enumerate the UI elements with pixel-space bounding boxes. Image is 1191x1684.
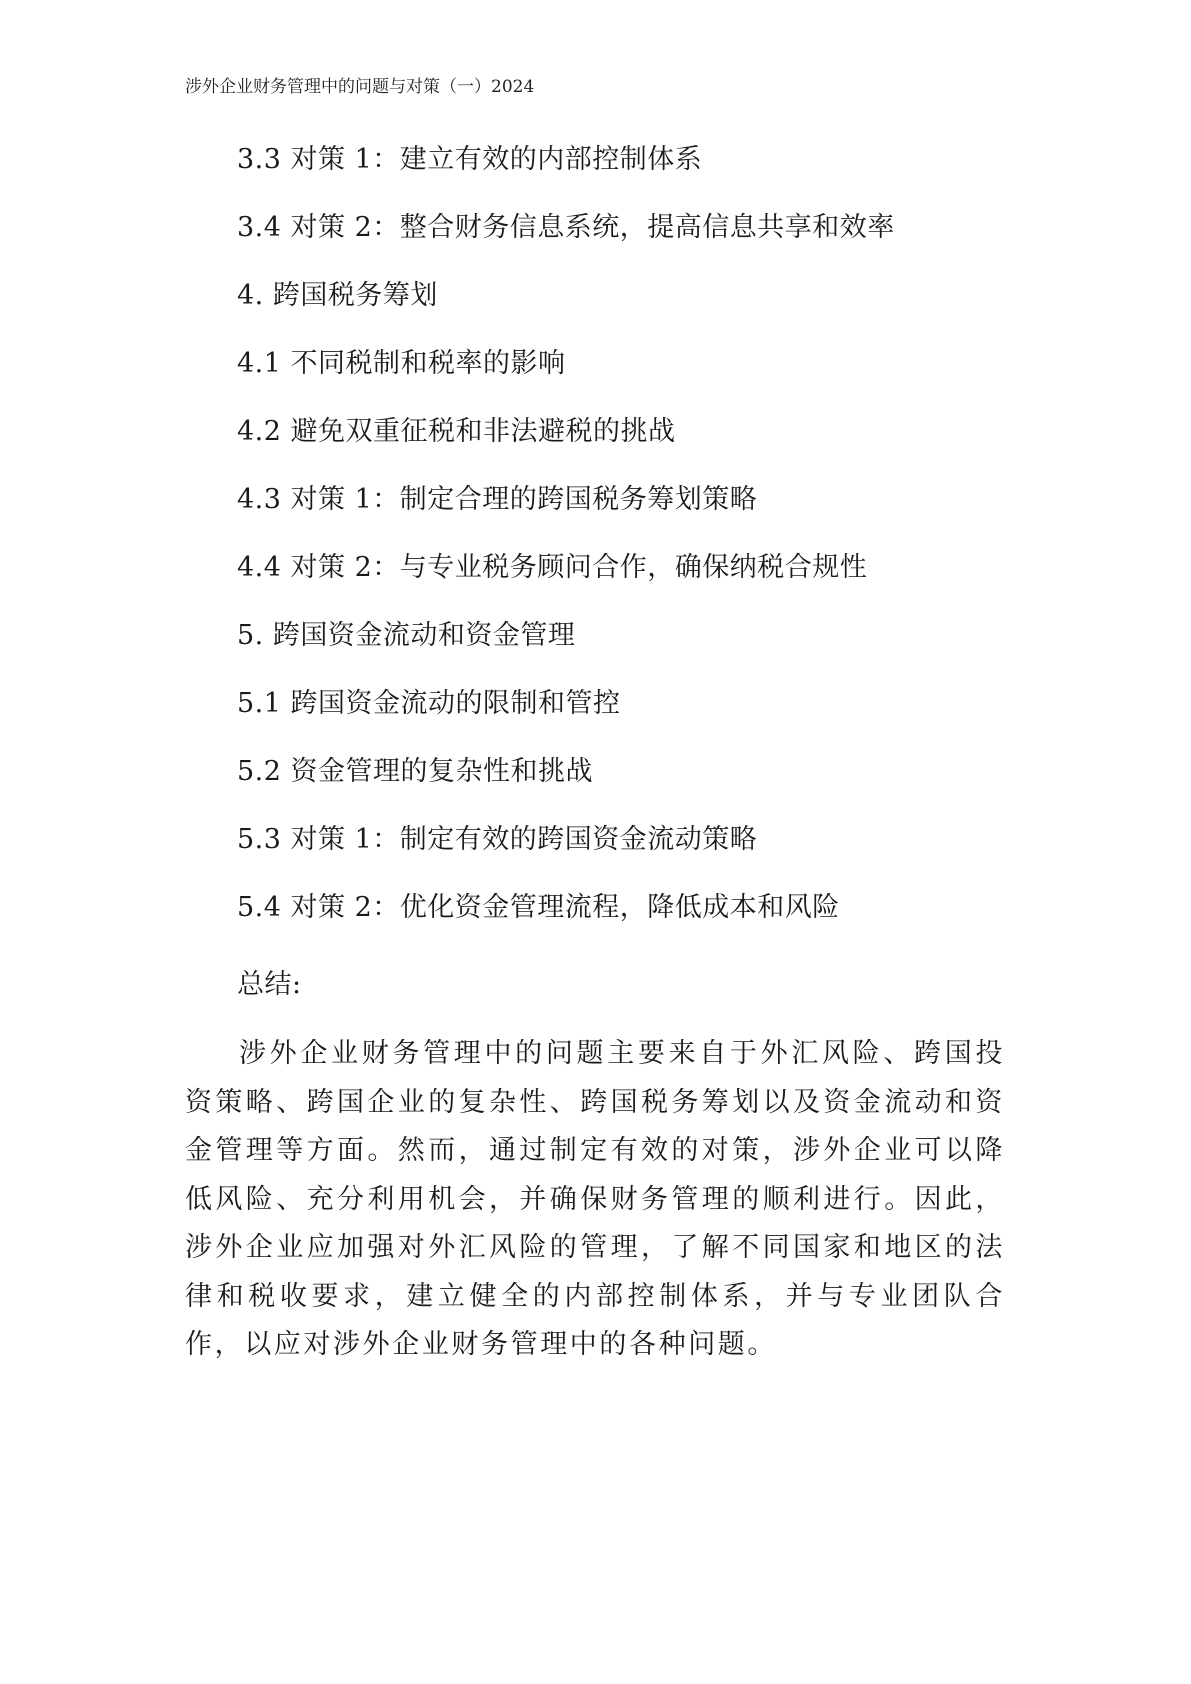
outline-item: 3.3 对策 1：建立有效的内部控制体系 xyxy=(237,144,703,175)
summary-paragraph: 涉外企业财务管理中的问题主要来自于外汇风险、跨国投资策略、跨国企业的复杂性、跨国税务筹划以及资金流动和资金管理等方面。然而，通过制定有效的对策，涉外企业可以降低风险、充分利用机会，并确保财务管理的顺利进行。因此，涉外企业应加强对外汇风险的管理，了解不同国家和地区的法律和税收要求，建立健全的内部控制体系，并与专业团队合作，以应对涉外企业财务管理中的各种问题。 xyxy=(185,1038,1005,1360)
running-header: 涉外企业财务管理中的问题与对策（一）2024 xyxy=(185,77,535,97)
outline-item: 4.2 避免双重征税和非法避税的挑战 xyxy=(237,416,676,447)
outline-item: 5. 跨国资金流动和资金管理 xyxy=(237,620,576,651)
outline-item: 4.3 对策 1：制定合理的跨国税务筹划策略 xyxy=(237,484,758,515)
outline-item: 4.4 对策 2：与专业税务顾问合作，确保纳税合规性 xyxy=(237,552,868,583)
outline-item: 5.1 跨国资金流动的限制和管控 xyxy=(237,688,621,719)
outline-item: 5.3 对策 1：制定有效的跨国资金流动策略 xyxy=(237,824,758,855)
outline-list xyxy=(237,140,895,956)
outline-item: 4. 跨国税务筹划 xyxy=(237,280,438,311)
outline-item: 4.1 不同税制和税率的影响 xyxy=(237,348,566,379)
outline-item: 3.4 对策 2：整合财务信息系统，提高信息共享和效率 xyxy=(237,212,895,243)
outline-item: 5.2 资金管理的复杂性和挑战 xyxy=(237,756,594,787)
summary-heading: 总结: xyxy=(237,969,302,1000)
outline-item: 5.4 对策 2：优化资金管理流程，降低成本和风险 xyxy=(237,892,840,923)
